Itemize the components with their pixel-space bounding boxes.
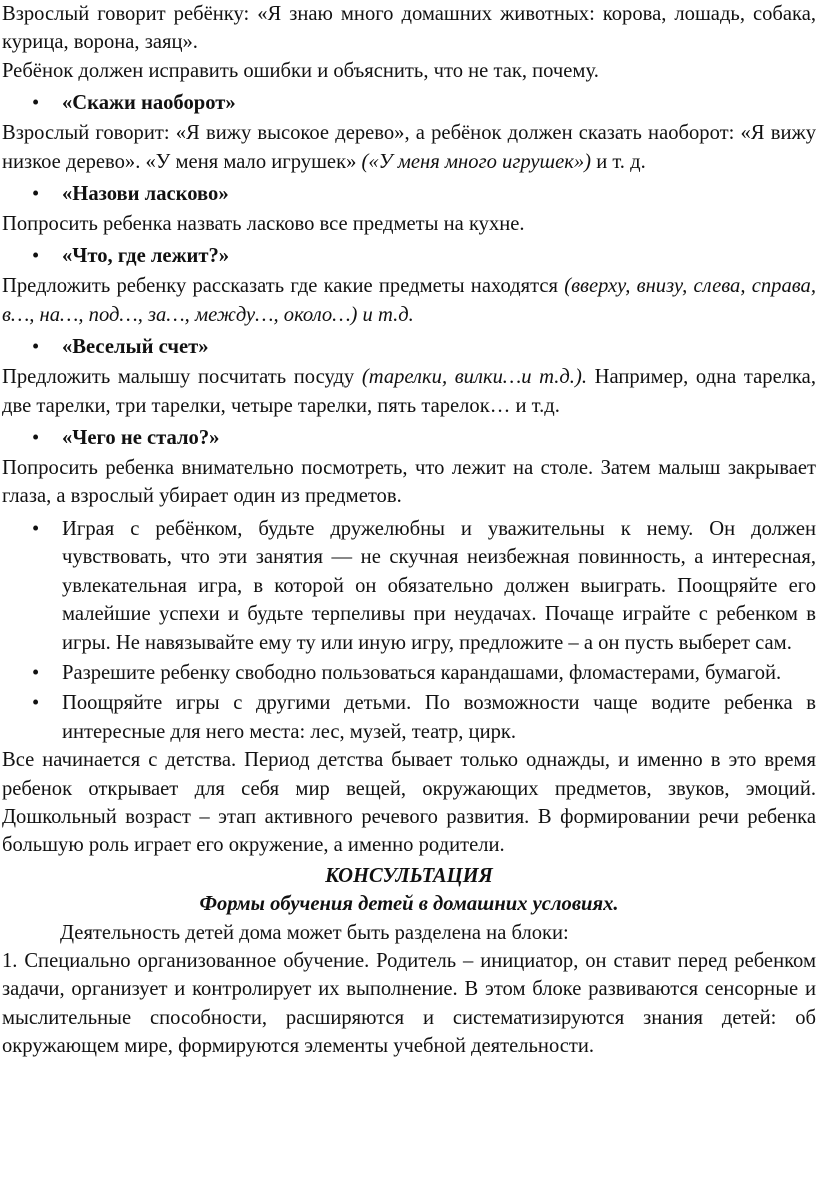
game-text: Взрослый говорит: «Я вижу высокое дерево», а ребёнок должен сказать наоборот: «Я вижу низкое дерево». «У меня мало игрушек» bbox=[2, 122, 816, 173]
bullet-icon: • bbox=[32, 92, 40, 115]
game-title-counting bbox=[2, 333, 816, 361]
game-title: «Что, где лежит?» bbox=[62, 245, 230, 268]
game-tail: и т. д. bbox=[596, 150, 646, 173]
bullet-icon: • bbox=[32, 517, 40, 540]
game-example: (тарелки, вилки…и т.д.). bbox=[361, 366, 587, 389]
game-title-affectionate bbox=[2, 180, 816, 208]
game-description bbox=[2, 454, 816, 511]
game-text: Предложить малышу посчитать посуду bbox=[2, 366, 355, 389]
tip-text: Поощряйте игры с другими детьми. По возможности чаще водите ребенка в интересные для него места: лес, музей, театр, цирк. bbox=[62, 692, 816, 743]
game-title: «Назови ласково» bbox=[62, 183, 229, 206]
consultation-subheading: Формы обучения детей в домашних условиях. bbox=[199, 893, 619, 916]
tip-item bbox=[2, 689, 816, 746]
game-example: (вверху, внизу, слева, справа, в…, на…, под…, за…, между…, около…) и т.д. bbox=[2, 275, 816, 326]
bullet-icon: • bbox=[32, 245, 40, 268]
closing-paragraph: Все начинается с детства. Период детства бывает только однажды, и именно в это время ребенок открывает для себя мир вещей, окружающих предметов, звуков, эмоций. Дошкольный возраст – этап активного речевого развития. В формировании речи ребенка большую роль играет его окружение, а именно родители. bbox=[2, 749, 816, 857]
game-text: Предложить ребенку рассказать где какие предметы находятся bbox=[2, 275, 559, 298]
bullet-icon: • bbox=[32, 661, 40, 684]
intro-paragraph: Взрослый говорит ребёнку: «Я знаю много домашних животных: корова, лошадь, собака, курица, ворона, заяц». bbox=[2, 3, 816, 54]
game-description bbox=[2, 272, 816, 329]
bullet-icon: • bbox=[32, 336, 40, 359]
consultation-heading: КОНСУЛЬТАЦИЯ bbox=[325, 864, 493, 887]
game-title-missing bbox=[2, 424, 816, 452]
game-text: Попросить ребенка внимательно посмотреть, что лежит на столе. Затем малыш закрывает глаза, а взрослый убирает один из предметов. bbox=[2, 457, 816, 508]
game-title: «Веселый счет» bbox=[62, 336, 209, 359]
bullet-icon: • bbox=[32, 183, 40, 206]
game-title: «Скажи наоборот» bbox=[62, 92, 236, 115]
game-tail: Например, одна тарелка, две тарелки, три тарелки, четыре тарелки, пять тарелок… и т.д. bbox=[2, 366, 816, 417]
intro-paragraph-2: Ребёнок должен исправить ошибки и объяснить, что не так, почему. bbox=[2, 59, 599, 82]
consultation-lead: Деятельность детей дома может быть разделена на блоки: bbox=[60, 921, 569, 944]
bullet-icon: • bbox=[32, 427, 40, 450]
game-title-opposite bbox=[2, 89, 816, 117]
consultation-point-1: 1. Специально организованное обучение. Родитель – инициатор, он ставит перед ребенком задачи, организует и контролирует их выполнение. В этом блоке развиваются сенсорные и мыслительные способности, расширяются и систематизируются знания детей: об окружающем мире, формируются элементы учебной деятельности. bbox=[2, 949, 816, 1058]
tip-item bbox=[2, 659, 816, 687]
tip-text: Разрешите ребенку свободно пользоваться карандашами, фломастерами, бумагой. bbox=[62, 661, 782, 684]
game-title: «Чего не стало?» bbox=[62, 427, 220, 450]
tip-text: Играя с ребёнком, будьте дружелюбны и уважительны к нему. Он должен чувствовать, что эти занятия — не скучная неизбежная повинность, а интересная, увлекательная игра, в которой он обязательно должен выиграть. Поощряйте его малейшие успехи и будьте терпеливы при неудачах. Почаще играйте с ребенком в игры. Не навязывайте ему ту или иную игру, предложите – а он пусть выберет сам. bbox=[62, 517, 816, 654]
game-description bbox=[2, 210, 816, 238]
game-example: («У меня много игрушек») bbox=[361, 150, 592, 173]
game-text: Попросить ребенка назвать ласково все предметы на кухне. bbox=[2, 213, 525, 236]
game-title-where bbox=[2, 242, 816, 270]
tip-item bbox=[2, 515, 816, 657]
bullet-icon: • bbox=[32, 692, 40, 715]
game-description bbox=[2, 363, 816, 420]
game-description bbox=[2, 119, 816, 176]
